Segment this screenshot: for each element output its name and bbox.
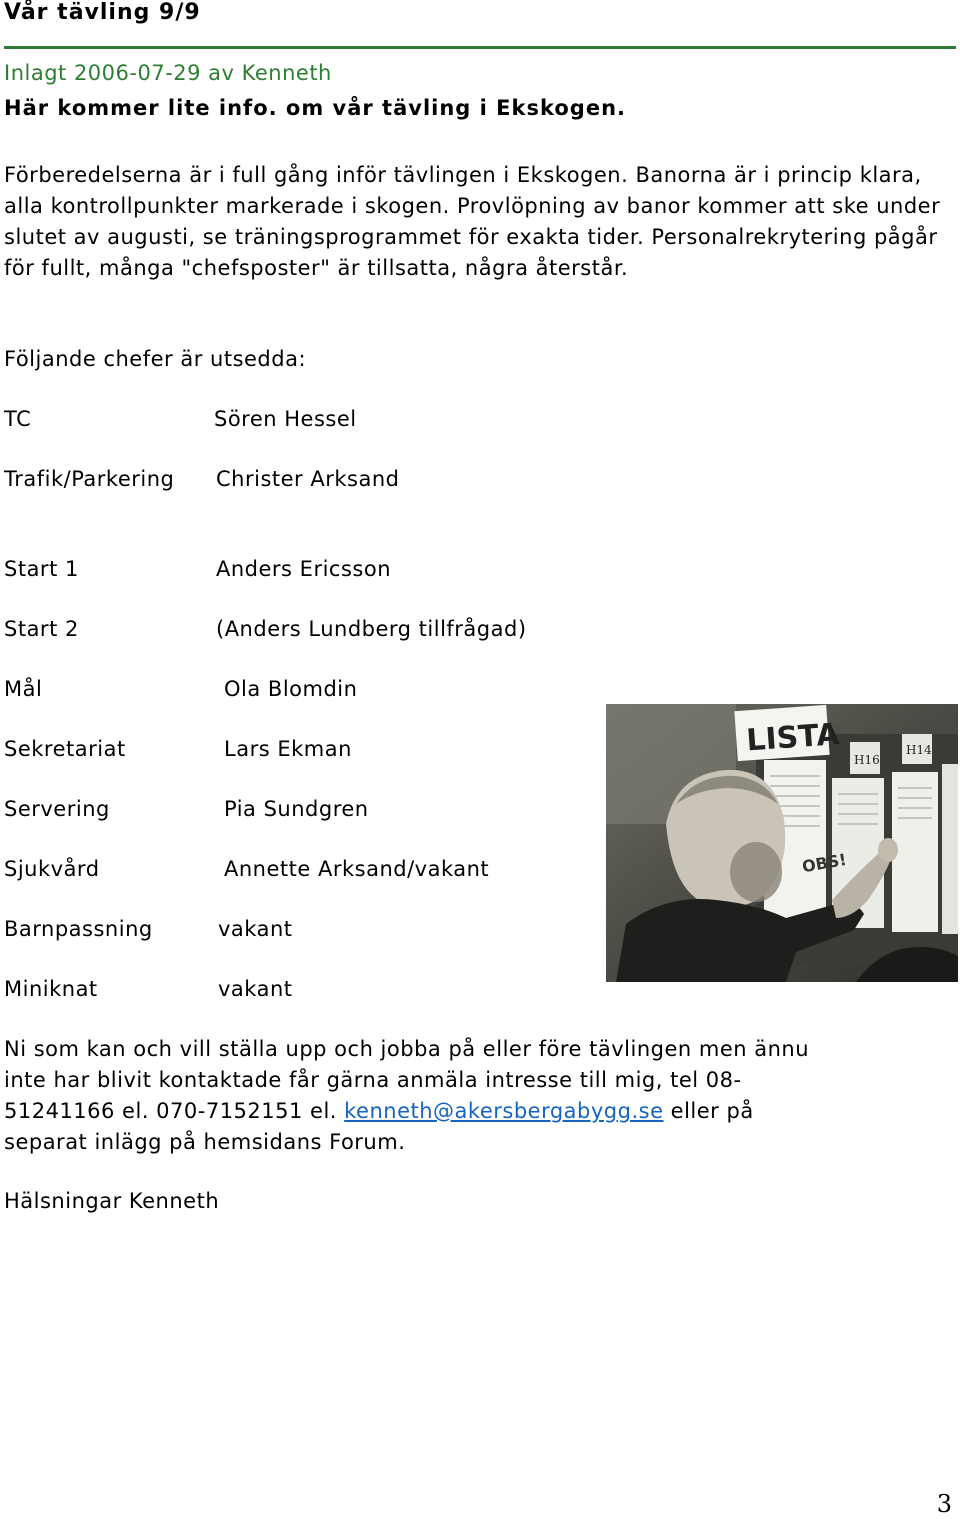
photo-sign-text: LISTA bbox=[745, 717, 841, 759]
role-label: Sekretariat bbox=[4, 737, 126, 761]
role-person: Sören Hessel bbox=[214, 407, 357, 431]
signoff: Hälsningar Kenneth bbox=[4, 1189, 220, 1213]
role-label: Start 2 bbox=[4, 617, 79, 641]
role-person: Lars Ekman bbox=[224, 737, 352, 761]
intro-paragraph: Förberedelserna är i full gång inför tävlingen i Ekskogen. Banorna är i princip klara, alla kontrollpunkter markerade i skogen. Provlöpning av banor kommer att ske under slutet av augusti, se träningsprogrammet för exakta tider. Personalrekrytering pågår för fullt, många "chefsposter" är tillsatta, några återstår. bbox=[4, 163, 941, 280]
role-label: Mål bbox=[4, 677, 43, 701]
role-row bbox=[4, 464, 944, 494]
photo-scribble: OBS! bbox=[800, 849, 848, 877]
photo-tag-right: H14 bbox=[906, 743, 932, 757]
role-row bbox=[4, 404, 944, 434]
role-person: Ola Blomdin bbox=[224, 677, 358, 701]
title-divider bbox=[4, 46, 956, 49]
role-person: Anders Ericsson bbox=[216, 557, 391, 581]
role-row bbox=[4, 554, 944, 584]
post-lead: Här kommer lite info. om vår tävling i Ekskogen. bbox=[4, 96, 626, 120]
role-person: vakant bbox=[218, 917, 293, 941]
chiefs-intro: Följande chefer är utsedda: bbox=[4, 347, 307, 371]
role-label: Sjukvård bbox=[4, 857, 100, 881]
phone-text: 51241166 el. 070-7152151 el. bbox=[4, 1099, 345, 1123]
role-person: Pia Sundgren bbox=[224, 797, 369, 821]
text-line: separat inlägg på hemsidans Forum. bbox=[4, 1130, 406, 1154]
page-title: Vår tävling 9/9 bbox=[4, 0, 201, 25]
text-line-with-email bbox=[4, 1096, 944, 1127]
text-line: inte har blivit kontaktade får gärna anmäla intresse till mig, tel 08- bbox=[4, 1068, 742, 1092]
event-photo-illustration bbox=[606, 704, 958, 982]
role-row bbox=[4, 614, 944, 644]
text-line: Ni som kan och vill ställa upp och jobba på eller före tävlingen men ännu bbox=[4, 1037, 810, 1061]
post-meta: Inlagt 2006-07-29 av Kenneth bbox=[4, 61, 332, 85]
role-label: Miniknat bbox=[4, 977, 98, 1001]
role-person: (Anders Lundberg tillfrågad) bbox=[216, 617, 527, 641]
volunteer-paragraph bbox=[4, 1034, 944, 1158]
email-link[interactable]: kenneth@akersbergabygg.se bbox=[344, 1099, 664, 1123]
role-label: Start 1 bbox=[4, 557, 79, 581]
role-person: vakant bbox=[218, 977, 293, 1001]
role-row bbox=[4, 674, 944, 704]
role-label: Servering bbox=[4, 797, 110, 821]
role-label: Trafik/Parkering bbox=[4, 467, 175, 491]
photo-tag-left: H16 bbox=[854, 753, 880, 767]
role-person: Annette Arksand/vakant bbox=[224, 857, 490, 881]
event-photo bbox=[606, 704, 958, 982]
role-person: Christer Arksand bbox=[216, 467, 400, 491]
page-number: 3 bbox=[936, 1490, 952, 1518]
text-after-email: eller på bbox=[663, 1099, 754, 1123]
role-label: Barnpassning bbox=[4, 917, 153, 941]
role-label: TC bbox=[4, 407, 32, 431]
